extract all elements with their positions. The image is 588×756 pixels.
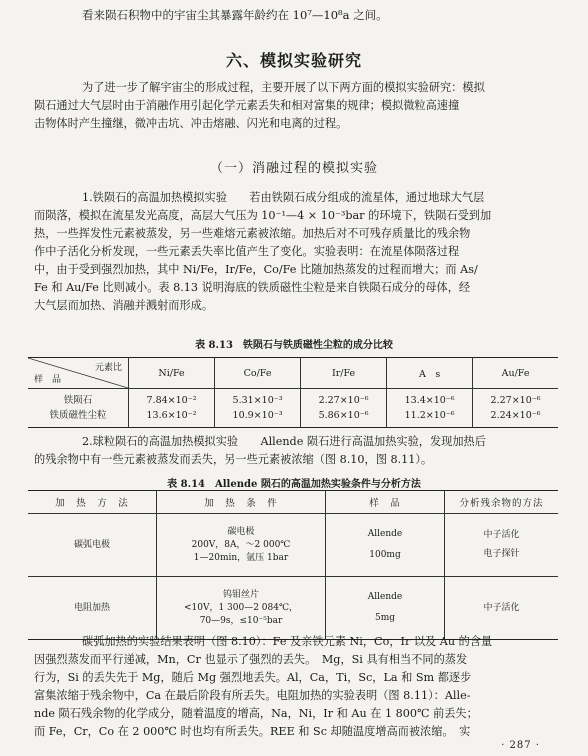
table2-analysis bbox=[445, 577, 559, 640]
table-row bbox=[28, 577, 558, 640]
subsection-title: （一）消融过程的模拟实验 bbox=[209, 161, 378, 176]
table1-caption: 表 8.13 铁陨石与铁质磁性尘粒的成分比较 bbox=[195, 340, 393, 351]
table2-header-row bbox=[28, 491, 558, 514]
table2-conditions bbox=[157, 577, 326, 640]
table1-cell: 13.4×10⁻⁶ bbox=[387, 389, 473, 409]
para3-line-1: 碳弧加热的实验结果表明（图 8.10）：Fe 及亲铁元素 Ni，Co，Ir 以及 Au 的含量 bbox=[82, 635, 493, 648]
table2-condition-line: 碳电极 bbox=[227, 526, 255, 537]
table2 bbox=[28, 490, 558, 640]
table2-condition-line: 70—9s，≤10⁻⁵bar bbox=[199, 615, 283, 626]
para2-line-2: 的残余物中有一些元素被蒸发而丢失，另一些元素被浓缩（图 8.10，图 8.11）。 bbox=[34, 453, 433, 466]
table2-col-header: 加 热 条 件 bbox=[157, 491, 326, 514]
table1 bbox=[28, 357, 558, 428]
table-row bbox=[28, 408, 558, 428]
table-row bbox=[28, 389, 558, 409]
intro-line-3: 击物体时产生撞继，微冲击坑、冲击熔融、闪光和电离的过程。 bbox=[34, 117, 348, 130]
table2-sample-name: Allende bbox=[367, 592, 403, 602]
para3-line-2: 因强烈蒸发而平行递减，Mn，Cr 也显示了强烈的丢失。 Mg，Si 具有相当不同的蒸发 bbox=[34, 653, 468, 666]
table1-cell: 11.2×10⁻⁶ bbox=[387, 408, 473, 428]
intro-line-2: 陨石通过大气层时由于消融作用引起化学元素丢失和相对富集的规律；模拟微粒高速撞 bbox=[34, 99, 460, 112]
table1-col-header: Au/Fe bbox=[473, 358, 558, 389]
table1-corner-top: 元素比 bbox=[94, 363, 122, 373]
table2-condition-line: 1—20min，氩压 1bar bbox=[193, 552, 289, 563]
para1-line-4: 作中子活化分析发现，一些元素丢失率比值产生了变化。实验表明：在流星体陨落过程 bbox=[34, 245, 460, 258]
table1-col-header: Ir/Fe bbox=[301, 358, 387, 389]
para1-line-1: 1.铁陨石的高温加热模拟实验 若由铁陨石成分组成的流星体，通过地球大气层 bbox=[82, 191, 485, 204]
table-row bbox=[28, 514, 558, 577]
continuation-line: 看来陨石积物中的宇宙尘其暴露年龄约在 10⁷—10⁸a 之间。 bbox=[82, 8, 388, 22]
para1-line-7: 大气层而加热、消融并溅射而形成。 bbox=[34, 299, 214, 312]
table1-row-label: 铁质磁性尘粒 bbox=[28, 408, 129, 428]
table1-cell: 2.24×10⁻⁶ bbox=[473, 408, 558, 428]
table2-caption: 表 8.14 Allende 陨石的高温加热实验条件与分析方法 bbox=[167, 479, 421, 490]
table2-sample bbox=[326, 514, 445, 577]
table2-condition-line: 200V，8A，～2 000℃ bbox=[191, 539, 291, 550]
table2-method: 碳弧电极 bbox=[28, 514, 157, 577]
section-title: 六、模拟实验研究 bbox=[225, 51, 362, 70]
table1-header-row bbox=[28, 358, 558, 389]
para1-line-5: 中，由于受到强烈加热，其中 Ni/Fe，Ir/Fe，Co/Fe 比随加热蒸发的过程而增大；而 As/ bbox=[34, 263, 478, 276]
para2-line-1: 2.球粒陨石的高温加热模拟实验 Allende 陨石进行高温加热实验，发现加热后 bbox=[82, 435, 486, 448]
table2-sample-mass: 5mg bbox=[374, 613, 396, 623]
para3-line-3: 行为，Si 的丢失先于 Mg，随后 Mg 强烈地丢失。Al，Ca，Ti，Sc，La 和 Sm 都逐步 bbox=[34, 671, 472, 684]
table1-cell: 13.6×10⁻² bbox=[129, 408, 215, 428]
table1-row-label: 铁陨石 bbox=[28, 389, 129, 409]
table1-col-header: Ni/Fe bbox=[129, 358, 215, 389]
table1-cell: 2.27×10⁻⁶ bbox=[473, 389, 558, 409]
intro-line-1: 为了进一步了解宇宙尘的形成过程，主要开展了以下两方面的模拟实验研究：模拟 bbox=[82, 81, 485, 94]
para1-line-6: Fe 和 Au/Fe 比则减小。表 8.13 说明海底的铁质磁性尘粒是来自铁陨石成分的母体，经 bbox=[34, 281, 471, 294]
table1-corner-bottom: 样 品 bbox=[34, 375, 62, 385]
table1-cell: 2.27×10⁻⁶ bbox=[301, 389, 387, 409]
para1-line-2: 而陨落，模拟在流星发光高度，高层大气压为 10⁻¹—4 × 10⁻³bar 的环境下，铁陨石受到加 bbox=[34, 209, 492, 222]
table2-condition-line: <10V，1 300—2 084℃， bbox=[183, 602, 299, 613]
table1-cell: 10.9×10⁻³ bbox=[215, 408, 301, 428]
table2-col-header: 加 热 方 法 bbox=[28, 491, 157, 514]
table1-cell: 5.86×10⁻⁶ bbox=[301, 408, 387, 428]
table2-col-header: 分析残余物的方法 bbox=[445, 491, 559, 514]
table2-analysis-line: 中子活化 bbox=[483, 602, 520, 613]
table2-analysis bbox=[445, 514, 559, 577]
table1-corner-cell bbox=[28, 358, 129, 389]
table2-sample-name: Allende bbox=[367, 529, 403, 539]
table2-conditions bbox=[157, 514, 326, 577]
table1-col-header: Co/Fe bbox=[215, 358, 301, 389]
page-number: · 287 · bbox=[501, 740, 540, 751]
table2-condition-line: 钨钼丝片 bbox=[222, 589, 259, 600]
table1-col-header: A s bbox=[387, 358, 473, 389]
table2-col-header: 样 品 bbox=[326, 491, 445, 514]
para3-line-6: 而 Fe，Cr，Co 在 2 000℃ 时也均有所丢失。REE 和 Sc 却随温度增高而被浓缩。 实 bbox=[34, 725, 471, 738]
table2-analysis-line: 电子探针 bbox=[483, 549, 520, 559]
table2-sample bbox=[326, 577, 445, 640]
table2-analysis-line: 中子活化 bbox=[483, 530, 520, 540]
para3-line-5: nde 陨石残余物的化学成分，随着温度的增高，Na，Ni，Ir 和 Au 在 1 800℃ 前丢失； bbox=[34, 707, 478, 720]
para3-line-4: 富集浓缩于残余物中，Ca 在最后阶段有所丢失。电阻加热的实验表明（图 8.11）：Alle- bbox=[34, 689, 471, 702]
para1-line-3: 热，一些挥发性元素被蒸发，另一些难熔元素被浓缩。加热后对不可残存质量比的残余物 bbox=[34, 227, 471, 240]
table1-cell: 5.31×10⁻³ bbox=[215, 389, 301, 409]
table1-cell: 7.84×10⁻² bbox=[129, 389, 215, 409]
table2-method: 电阻加热 bbox=[28, 577, 157, 640]
table2-sample-mass: 100mg bbox=[369, 550, 401, 560]
